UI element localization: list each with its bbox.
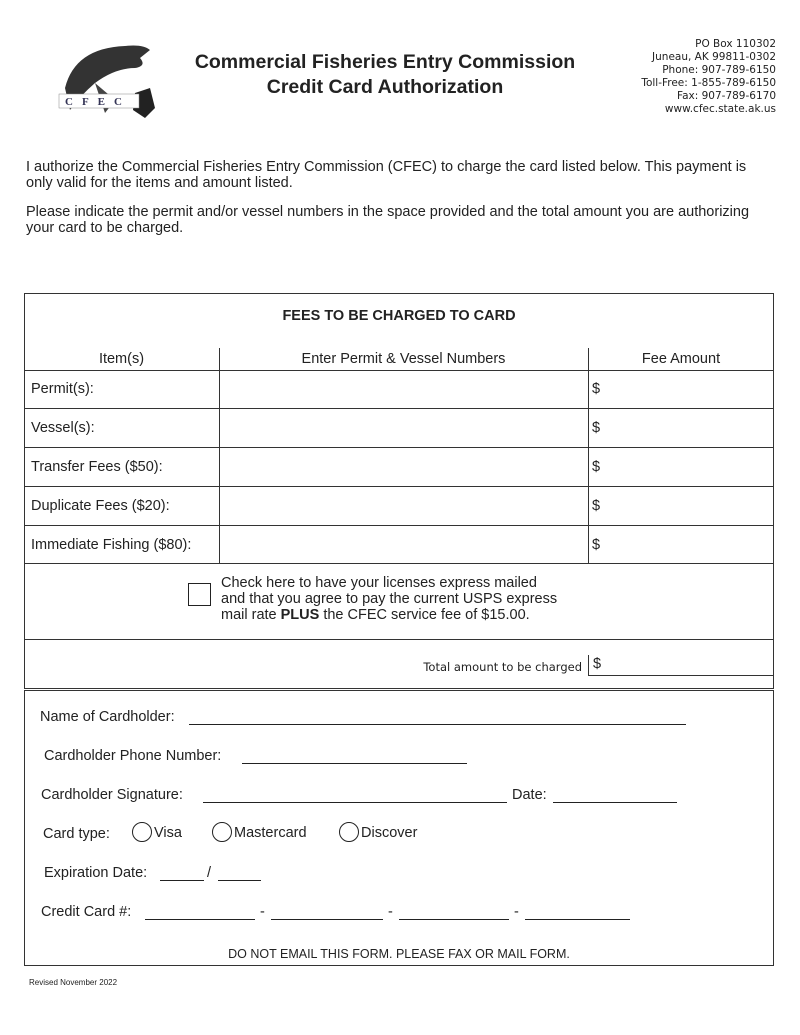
credit-card-label: Credit Card #: <box>41 904 132 920</box>
divider <box>24 408 774 409</box>
transfer-numbers-input[interactable] <box>221 449 586 485</box>
duplicate-numbers-input[interactable] <box>221 488 586 524</box>
discover-label: Discover <box>361 825 418 841</box>
intro-paragraph-1: I authorize the Commercial Fisheries Entry Commission (CFEC) to charge the card listed below. This payment is only valid for the items and amount listed. <box>26 159 747 191</box>
card-type-discover[interactable] <box>339 822 417 842</box>
total-amount-input[interactable] <box>588 655 773 676</box>
address-line: Juneau, AK 99811-0302 <box>652 51 776 63</box>
col-header-fee: Fee Amount <box>641 351 721 367</box>
vessel-fee-input[interactable]: $ <box>592 420 601 436</box>
expiration-year-input[interactable] <box>218 880 261 881</box>
plus-emphasis: PLUS <box>280 607 320 623</box>
mail-notice: DO NOT EMAIL THIS FORM. PLEASE FAX OR MAIL FORM. <box>228 947 570 961</box>
express-line: and that you agree to pay the current USPS express <box>221 591 558 607</box>
visa-label: Visa <box>154 825 182 841</box>
cfec-logo <box>55 38 163 122</box>
express-mail-text <box>221 575 557 623</box>
title-line-1: Commercial Fisheries Entry Commission <box>194 51 576 73</box>
col-header-numbers: Enter Permit & Vessel Numbers <box>301 351 506 367</box>
row-label-vessels: Vessel(s): <box>31 420 95 436</box>
row-label-transfer: Transfer Fees ($50): <box>31 459 163 475</box>
permit-numbers-input[interactable] <box>221 371 586 407</box>
website: www.cfec.state.ak.us <box>664 103 776 115</box>
card-type-mastercard[interactable] <box>212 822 307 842</box>
total-dollar-sign: $ <box>593 656 602 672</box>
cardholder-name-input[interactable] <box>189 724 686 725</box>
expiration-label: Expiration Date: <box>44 865 148 881</box>
permit-fee-input[interactable]: $ <box>592 381 601 397</box>
divider <box>24 486 774 487</box>
immediate-fee-input[interactable]: $ <box>592 537 601 553</box>
revised-date: Revised November 2022 <box>29 978 118 987</box>
express-line <box>221 607 557 623</box>
cc-group-1-input[interactable] <box>145 919 255 920</box>
address-block <box>641 38 776 116</box>
divider <box>24 525 774 526</box>
expiration-separator: / <box>207 865 212 881</box>
divider <box>24 639 774 640</box>
svg-text:CFEC: CFEC <box>65 96 131 108</box>
divider <box>24 563 774 564</box>
vessel-numbers-input[interactable] <box>221 410 586 446</box>
mastercard-radio[interactable] <box>212 822 232 842</box>
total-label: Total amount to be charged <box>423 660 582 674</box>
card-type-label: Card type: <box>43 826 110 842</box>
cardholder-phone-input[interactable] <box>242 763 467 764</box>
cc-group-3-input[interactable] <box>399 919 509 920</box>
express-line: Check here to have your licenses express mailed <box>221 575 537 591</box>
row-label-permits: Permit(s): <box>31 381 94 397</box>
row-label-immediate: Immediate Fishing ($80): <box>31 537 192 553</box>
cc-group-4-input[interactable] <box>525 919 630 920</box>
cc-separator: - <box>514 904 519 920</box>
divider <box>219 348 220 563</box>
row-label-duplicate: Duplicate Fees ($20): <box>31 498 170 514</box>
card-type-visa[interactable] <box>132 822 182 842</box>
divider <box>588 348 589 563</box>
express-mail-checkbox[interactable] <box>188 583 211 606</box>
immediate-numbers-input[interactable] <box>221 527 586 562</box>
date-input[interactable] <box>553 802 677 803</box>
fees-title: FEES TO BE CHARGED TO CARD <box>282 308 516 324</box>
cc-separator: - <box>260 904 265 920</box>
transfer-fee-input[interactable]: $ <box>592 459 601 475</box>
cc-separator: - <box>388 904 393 920</box>
title-line-2: Credit Card Authorization <box>266 76 504 98</box>
duplicate-fee-input[interactable]: $ <box>592 498 601 514</box>
toll-free: Toll-Free: 1-855-789-6150 <box>641 77 776 89</box>
cardholder-name-label: Name of Cardholder: <box>40 709 175 725</box>
visa-radio[interactable] <box>132 822 152 842</box>
express-text: mail rate <box>221 607 281 623</box>
divider <box>24 447 774 448</box>
address-line: PO Box 110302 <box>695 38 776 50</box>
intro-paragraph-2: Please indicate the permit and/or vessel numbers in the space provided and the total amount you are authorizing your card to be charged. <box>26 204 750 236</box>
fax: Fax: 907-789-6170 <box>677 90 776 102</box>
express-text: the CFEC service fee of $15.00. <box>319 607 530 623</box>
phone: Phone: 907-789-6150 <box>662 64 776 76</box>
signature-input[interactable] <box>203 802 507 803</box>
mastercard-label: Mastercard <box>234 825 307 841</box>
cardholder-phone-label: Cardholder Phone Number: <box>44 748 222 764</box>
col-header-items: Item(s) <box>98 351 145 367</box>
discover-radio[interactable] <box>339 822 359 842</box>
expiration-month-input[interactable] <box>160 880 204 881</box>
date-label: Date: <box>512 787 547 803</box>
cc-group-2-input[interactable] <box>271 919 383 920</box>
signature-label: Cardholder Signature: <box>41 787 183 803</box>
